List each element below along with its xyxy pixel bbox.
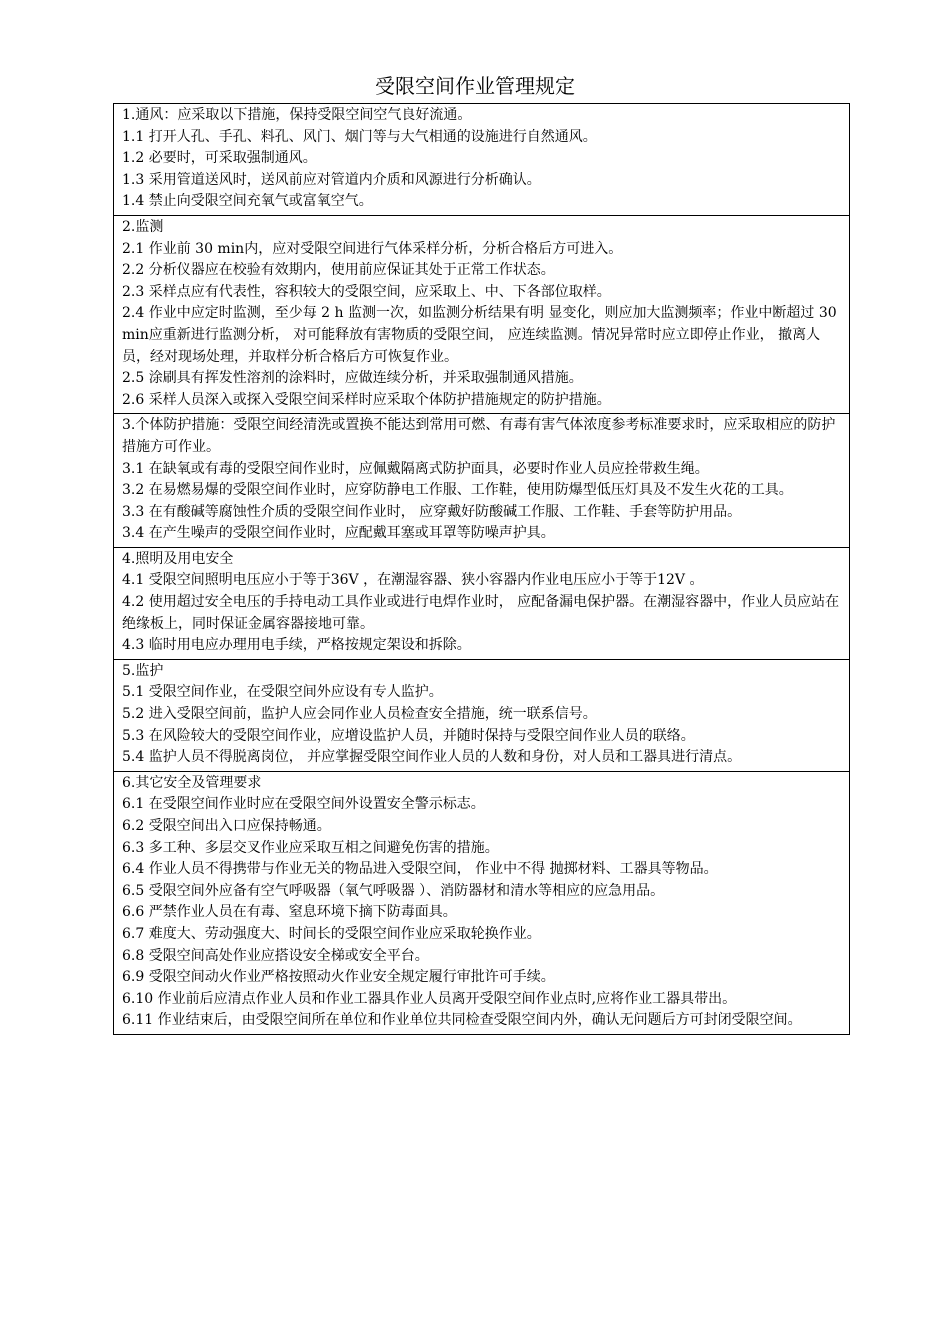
- section-monitoring: [114, 215, 849, 413]
- clause-item: 3.1 在缺氧或有毒的受限空间作业时，应佩戴隔离式防护面具，必要时作业人员应拴带救生绳。: [122, 460, 709, 477]
- clause-item: 4.1 受限空间照明电压应小于等于36V ，在潮湿容器、狭小容器内作业电压应小于等于12V 。: [122, 572, 704, 589]
- section-personal-protection: [114, 413, 849, 547]
- clause-item: 6.5 受限空间外应备有空气呼吸器（氧气呼吸器 ）、消防器材和清水等相应的应急用品。: [122, 882, 665, 899]
- clause-item: 6.11 作业结束后，由受限空间所在单位和作业单位共同检查受限空间内外，确认无问题后方可封闭受限空间。: [122, 1012, 802, 1029]
- clause-item: 1.4 禁止向受限空间充氧气或富氧空气。: [122, 193, 373, 210]
- clause-item: 6.3 多工种、多层交叉作业应采取互相之间避免伤害的措施。: [122, 839, 499, 856]
- clause-item: 1.3 采用管道送风时，送风前应对管道内介质和风源进行分析确认。: [122, 171, 541, 188]
- clause-item: 1.2 必要时，可采取强制通风。: [122, 150, 317, 167]
- section-heading: 1.通风：应采取以下措施，保持受限空间空气良好流通。: [122, 107, 472, 123]
- section-heading: 3.个体防护措施：受限空间经清洗或置换不能达到常用可燃、有毒有害气体浓度参考标准要求时，应采取相应的防护措施方可作业。: [122, 417, 836, 455]
- clause-item: 6.8 受限空间高处作业应搭设安全梯或安全平台。: [122, 947, 429, 964]
- clause-item: 3.4 在产生噪声的受限空间作业时，应配戴耳塞或耳罩等防噪声护具。: [122, 525, 555, 542]
- clause-item: 5.3 在风险较大的受限空间作业，应增设监护人员，并随时保持与受限空间作业人员的联络。: [122, 727, 695, 744]
- section-heading: 6.其它安全及管理要求: [122, 774, 262, 791]
- clause-item: 6.10 作业前后应清点作业人员和作业工器具作业人员离开受限空间作业点时,应将作业工器具带出。: [122, 990, 737, 1007]
- section-supervision: [114, 659, 849, 771]
- clause-item: 6.6 严禁作业人员在有毒、窒息环境下摘下防毒面具。: [122, 904, 457, 921]
- clause-item: 6.9 受限空间动火作业严格按照动火作业安全规定履行审批许可手续。: [122, 969, 555, 986]
- clause-item: 6.4 作业人员不得携带与作业无关的物品进入受限空间， 作业中不得 抛掷材料、工器具等物品。: [122, 861, 718, 878]
- section-heading: 4.照明及用电安全: [122, 550, 234, 567]
- clause-item: 4.2 使用超过安全电压的手持电动工具作业或进行电焊作业时， 应配备漏电保护器。在潮湿容器中，作业人员应站在绝缘板上，同时保证金属容器接地可靠。: [122, 594, 840, 632]
- clause-item: 6.7 难度大、劳动强度大、时间长的受限空间作业应采取轮换作业。: [122, 925, 541, 942]
- clause-item: 5.1 受限空间作业，在受限空间外应设有专人监护。: [122, 684, 443, 701]
- regulation-table: [113, 103, 850, 1035]
- clause-item: 6.2 受限空间出入口应保持畅通。: [122, 818, 331, 834]
- clause-item: 2.6 采样人员深入或探入受限空间采样时应采取个体防护措施规定的防护措施。: [122, 391, 611, 408]
- document-title: 受限空间作业管理规定: [375, 74, 575, 98]
- clause-item: 5.2 进入受限空间前，监护人应会同作业人员检查安全措施，统一联系信号。: [122, 706, 597, 723]
- section-other-requirements: [114, 771, 849, 1034]
- clause-item: 4.3 临时用电应办理用电手续，严格按规定架设和拆除。: [122, 637, 471, 654]
- clause-item: 5.4 监护人员不得脱离岗位， 并应掌握受限空间作业人员的人数和身份，对人员和工器具进行清点。: [122, 749, 742, 766]
- section-ventilation: [114, 104, 849, 215]
- clause-item: 2.3 采样点应有代表性，容积较大的受限空间，应采取上、中、下各部位取样。: [122, 283, 611, 300]
- clause-item: 2.1 作业前 30 min内，应对受限空间进行气体采样分析，分析合格后方可进入。: [122, 240, 623, 257]
- clause-item: 6.1 在受限空间作业时应在受限空间外设置安全警示标志。: [122, 796, 485, 813]
- clause-item: 2.4 作业中应定时监测，至少每 2 h 监测一次，如监测分析结果有明 显变化，则应加大监测频率；作业中断超过 30 min应重新进行监测分析， 对可能释放有害物质的受限空间， 应连续监测。情况异常时应立即停止作业， 撤离人员，经对现场处理，并取样分析合格后方可恢复作业。: [122, 305, 837, 365]
- clause-item: 3.3 在有酸碱等腐蚀性介质的受限空间作业时， 应穿戴好防酸碱工作服、工作鞋、手套等防护用品。: [122, 503, 742, 520]
- clause-item: 2.2 分析仪器应在校验有效期内，使用前应保证其处于正常工作状态。: [122, 262, 555, 279]
- clause-item: 1.1 打开人孔、手孔、料孔、风门、烟门等与大气相通的设施进行自然通风。: [122, 128, 597, 145]
- section-lighting-electrical: [114, 547, 849, 659]
- clause-item: 2.5 涂刷具有挥发性溶剂的涂料时，应做连续分析，并采取强制通风措施。: [122, 370, 583, 387]
- section-heading: 5.监护: [122, 662, 164, 679]
- clause-item: 3.2 在易燃易爆的受限空间作业时，应穿防静电工作服、工作鞋，使用防爆型低压灯具及不发生火花的工具。: [122, 482, 793, 499]
- section-heading: 2.监测: [122, 218, 164, 235]
